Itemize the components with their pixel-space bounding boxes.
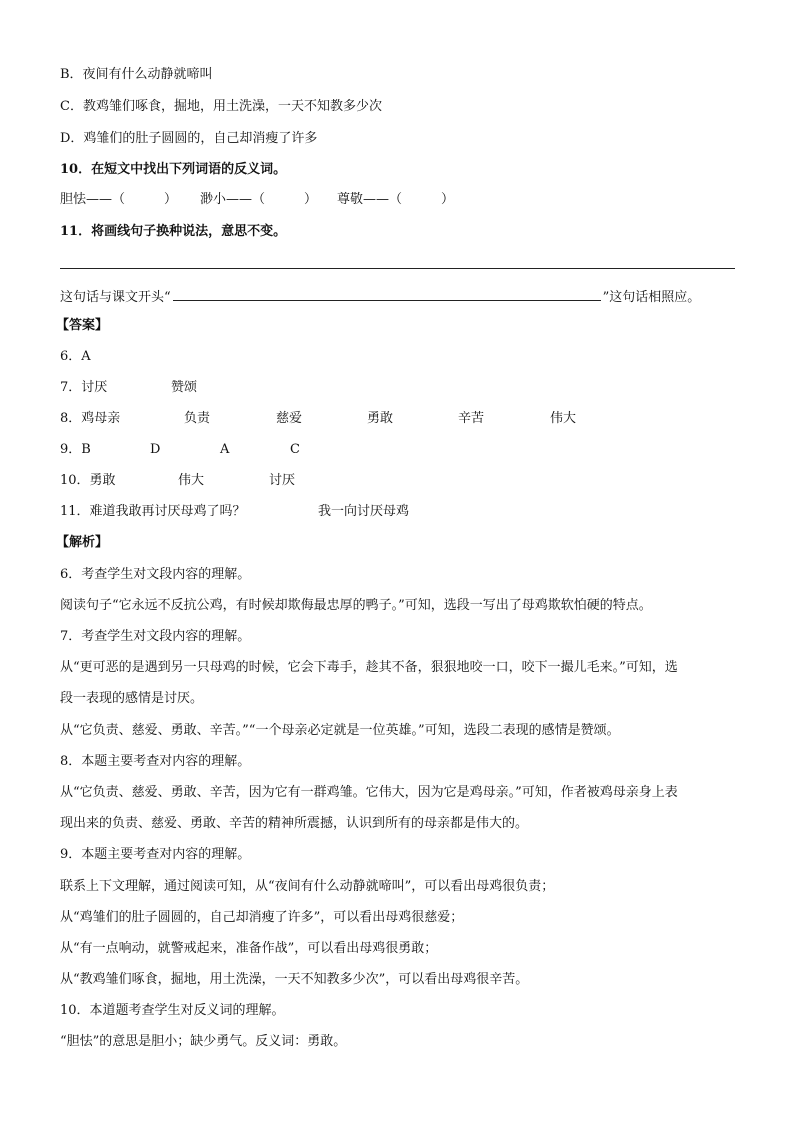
answer-10 [60, 473, 295, 489]
answer-9 [60, 442, 300, 458]
answer-item: 10．勇敢 [60, 473, 116, 488]
answer-item: 讨厌 [269, 473, 296, 488]
answer-item: 11．难道我敢再讨厌母鸡了吗？ [60, 504, 246, 519]
answer-item: A [220, 442, 230, 457]
analysis-line: 6．考查学生对文段内容的理解。 [60, 567, 251, 582]
answer-11 [60, 504, 409, 520]
answer-item: 伟大 [178, 473, 205, 488]
answer-7 [60, 380, 197, 396]
answer-item: 伟大 [550, 411, 577, 426]
answer-6: 6．A [60, 349, 91, 364]
analysis-header: 【解析】 [56, 535, 109, 550]
question-11-title: 11．将画线句子换种说法，意思不变。 [60, 224, 287, 239]
answer-item: 8．鸡母亲 [60, 411, 121, 426]
analysis-line: 10．本道题考查学生对反义词的理解。 [60, 1003, 285, 1018]
analysis-line: “胆怯”的意思是胆小；缺少勇气。反义词：勇敢。 [60, 1034, 347, 1049]
option-c: C．教鸡雏们啄食，掘地，用土洗澡，一天不知教多少次 [60, 99, 382, 114]
q10-item: 尊敬——（ ） [337, 192, 455, 207]
analysis-line: 联系上下文理解，通过阅读可知，从“夜间有什么动静就啼叫”，可以看出母鸡很负责； [60, 879, 555, 894]
q11-prefix: 这句话与课文开头“ [60, 290, 171, 305]
analysis-line: 段一表现的感情是讨厌。 [60, 691, 204, 706]
analysis-line: 9．本题主要考查对内容的理解。 [60, 847, 251, 862]
answer-item: 负责 [184, 411, 211, 426]
answer-item: D [150, 442, 161, 457]
answer-item: 赞颂 [171, 380, 198, 395]
analysis-line: 阅读句子“它永远不反抗公鸡，有时候却欺侮最忠厚的鸭子。”可知，选段一写出了母鸡欺软怕硬的特点。 [60, 598, 652, 613]
answer-header: 【答案】 [56, 318, 109, 333]
analysis-line: 从“教鸡雏们啄食，掘地，用土洗澡，一天不知教多少次”，可以看出母鸡很辛苦。 [60, 972, 529, 987]
analysis-line: 现出来的负责、慈爱、勇敢、辛苦的精神所震撼，认识到所有的母亲都是伟大的。 [60, 816, 529, 831]
analysis-line: 从“它负责、慈爱、勇敢、辛苦。”“一个母亲必定就是一位英雄。”可知，选段二表现的感情是赞颂。 [60, 723, 620, 738]
question-10-items [60, 192, 454, 208]
analysis-line: 从“更可恶的是遇到另一只母鸡的时候，它会下毒手，趁其不备，狠狠地咬一口，咬下一撮儿毛来。”可知，选 [60, 660, 678, 675]
analysis-line: 从“有一点响动，就警戒起来，准备作战”，可以看出母鸡很勇敢； [60, 941, 438, 956]
answer-item: 慈爱 [276, 411, 303, 426]
q10-item: 渺小——（ ） [200, 192, 318, 207]
answer-line [60, 268, 735, 269]
analysis-line: 从“鸡雏们的肚子圆圆的，自己却消瘦了许多”，可以看出母鸡很慈爱； [60, 910, 464, 925]
q10-item: 胆怯——（ ） [60, 192, 178, 207]
answer-item: 9．B [60, 442, 91, 457]
analysis-line: 8．本题主要考查对内容的理解。 [60, 754, 251, 769]
option-d: D．鸡雏们的肚子圆圆的，自己却消瘦了许多 [60, 131, 318, 146]
question-10-title: 10．在短文中找出下列词语的反义词。 [60, 162, 287, 177]
answer-item: 7．讨厌 [60, 380, 108, 395]
question-11-line2 [60, 287, 700, 306]
answer-item: 勇敢 [367, 411, 394, 426]
option-b: B．夜间有什么动静就啼叫 [60, 67, 213, 82]
q11-suffix: ”这句话相照应。 [602, 290, 701, 305]
answer-item: C [290, 442, 300, 457]
analysis-line: 从“它负责、慈爱、勇敢、辛苦，因为它有一群鸡雏。它伟大，因为它是鸡母亲。”可知，作者被鸡母亲身上表 [60, 785, 678, 800]
analysis-line: 7．考查学生对文段内容的理解。 [60, 629, 251, 644]
answer-item: 我一向讨厌母鸡 [318, 504, 410, 519]
answer-8 [60, 411, 576, 427]
fill-blank-line [173, 287, 601, 301]
answer-item: 辛苦 [458, 411, 485, 426]
